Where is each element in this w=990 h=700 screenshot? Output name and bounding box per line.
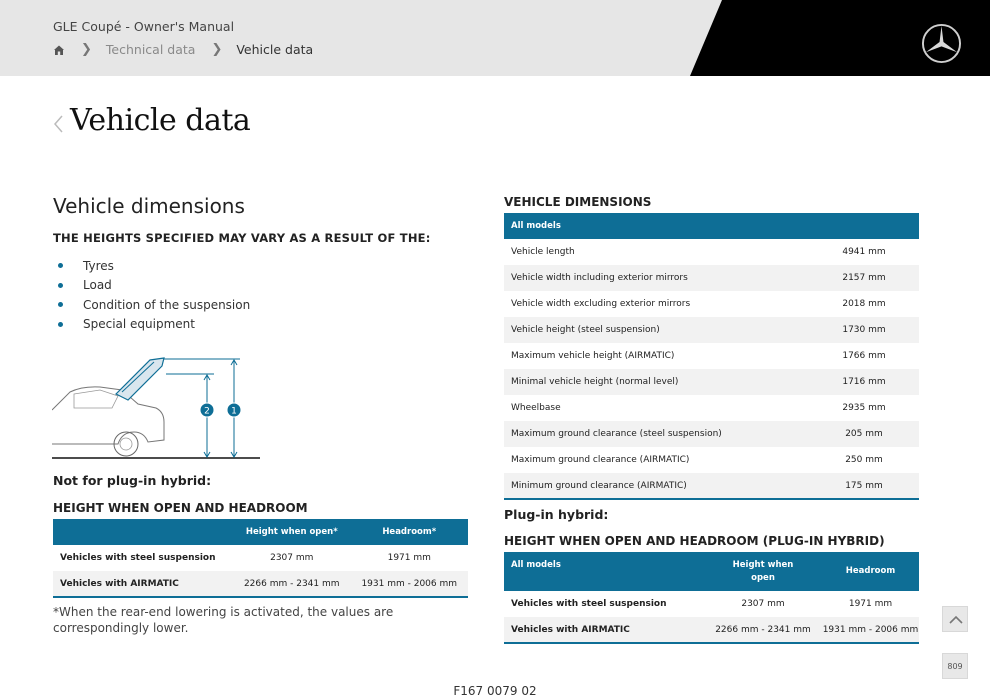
table-row: Vehicles with AIRMATIC 2266 mm - 2341 mm 1931 mm - 2006 mm [504, 617, 919, 643]
list-item: Load [58, 276, 250, 296]
car-height-illustration [52, 352, 264, 462]
table-row: Vehicle length 4941 mm [511, 247, 886, 257]
chevron-right-icon: ❯ [211, 42, 223, 57]
bullet-dot-icon [58, 322, 63, 327]
table-row: Vehicles with steel suspension 2307 mm 1971 mm [60, 553, 431, 563]
breadcrumb-technical-data[interactable]: Technical data [105, 42, 196, 57]
height-headroom-table [53, 519, 468, 598]
marker-2: 2 [204, 406, 210, 417]
column-header: Height when open* [233, 519, 351, 545]
list-item: Condition of the suspension [58, 295, 250, 315]
section-title: Vehicle dimensions [53, 194, 245, 218]
table-row: Vehicles with steel suspension 2307 mm 1971 mm [511, 599, 893, 609]
table-row: Vehicle width excluding exterior mirrors 2018 mm [511, 299, 886, 309]
chevron-right-icon: ❯ [81, 42, 92, 57]
breadcrumb [53, 42, 313, 57]
table-row: Vehicle width including exterior mirrors 2157 mm [504, 265, 919, 291]
table-row: Wheelbase 2935 mm [511, 403, 886, 413]
table-row: Vehicles with AIRMATIC 2266 mm - 2341 mm 1931 mm - 2006 mm [53, 571, 468, 597]
plugin-height-headroom-table [504, 552, 919, 644]
bullet-dot-icon [58, 263, 63, 268]
bullet-dot-icon [58, 283, 63, 288]
figure-code: F167 0079 02 [453, 684, 537, 698]
home-icon[interactable] [53, 44, 65, 56]
table-row: Minimum ground clearance (AIRMATIC) 175 mm [504, 473, 919, 499]
vehicle-dimensions-title: VEHICLE DIMENSIONS [504, 195, 652, 209]
chevron-left-icon[interactable] [52, 114, 64, 134]
not-plugin-label: Not for plug-in hybrid: [53, 473, 212, 488]
column-header: Headroom* [351, 519, 469, 545]
bullet-dot-icon [58, 302, 63, 307]
column-header [53, 519, 233, 545]
table-header-row [53, 519, 468, 545]
column-header: All models [504, 552, 704, 591]
chevron-up-icon [943, 607, 969, 633]
table-row: Minimal vehicle height (normal level) 1716 mm [504, 369, 919, 395]
table-header-row [504, 213, 919, 239]
vehicle-dimensions-table [504, 213, 919, 500]
list-item: Special equipment [58, 315, 250, 335]
marker-1: 1 [231, 406, 237, 417]
list-item: Tyres [58, 256, 250, 276]
scroll-to-top-button[interactable] [942, 606, 968, 632]
column-header: Height when open [704, 552, 822, 591]
manual-title: GLE Coupé - Owner's Manual [53, 19, 235, 34]
table-row: Maximum vehicle height (AIRMATIC) 1766 mm [511, 351, 886, 361]
column-header: All models [504, 213, 919, 239]
table-row: Maximum ground clearance (AIRMATIC) 250 mm [511, 455, 883, 465]
table-row: Maximum ground clearance (steel suspension) 205 mm [504, 421, 919, 447]
height-headroom-title: HEIGHT WHEN OPEN AND HEADROOM [53, 501, 308, 515]
page-button[interactable]: 809 [942, 653, 968, 679]
table-header-row [504, 552, 919, 591]
breadcrumb-vehicle-data: Vehicle data [236, 42, 314, 57]
plugin-height-headroom-title: HEIGHT WHEN OPEN AND HEADROOM (PLUG-IN HYBRID) [504, 534, 885, 548]
page-title: Vehicle data [70, 103, 251, 138]
heights-note: THE HEIGHTS SPECIFIED MAY VARY AS A RESULT OF THE: [53, 231, 431, 245]
mercedes-star-logo[interactable] [921, 23, 962, 64]
plugin-hybrid-label: Plug-in hybrid: [504, 507, 609, 522]
footnote: *When the rear-end lowering is activated, the values are correspondingly lower. [53, 605, 394, 635]
table-row: Vehicle height (steel suspension) 1730 mm [504, 317, 919, 343]
factors-list [58, 256, 250, 334]
column-header: Headroom [822, 552, 919, 591]
